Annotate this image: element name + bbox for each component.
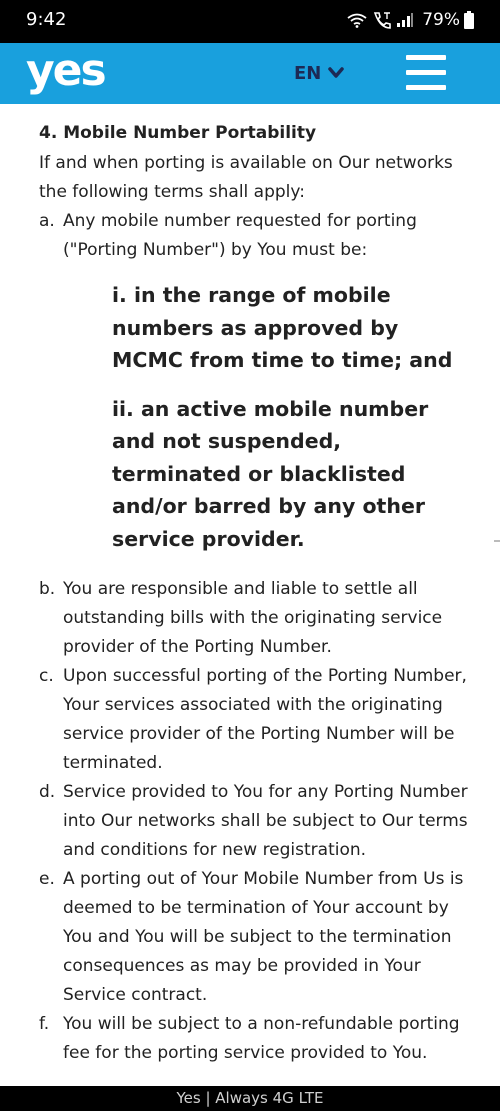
item-marker: c. — [39, 666, 54, 686]
item-marker: b. — [39, 579, 56, 599]
hamburger-menu-button[interactable] — [406, 54, 446, 92]
item-text: Service provided to You for any Porting Number into Our networks shall be subject to Our terms and conditions for new registration. — [63, 782, 468, 860]
chevron-down-icon — [328, 67, 344, 79]
item-text: A porting out of Your Mobile Number from Us is deemed to be termination of Your account by You and You will be subject to the termination consequences as may be provided in Your Service contract. — [63, 869, 464, 1005]
item-marker: a. — [39, 211, 55, 231]
item-text: You will be subject to a non-refundable porting fee for the porting service provided to You. — [63, 1014, 460, 1063]
hamburger-menu-icon — [406, 55, 446, 60]
section-intro: If and when porting is available on Our networks the following terms shall apply: — [39, 153, 453, 202]
status-icons — [346, 8, 474, 32]
list-item — [39, 1010, 469, 1068]
sub-list-item: ii. an active mobile number and not suspended, terminated or blacklisted and/or barred by any other service provider. — [112, 396, 429, 551]
list-item — [39, 575, 469, 662]
volte-call-icon — [372, 11, 392, 29]
list-item — [39, 865, 469, 1010]
list-item — [39, 207, 469, 555]
status-bar — [0, 0, 500, 43]
list-item — [39, 662, 469, 778]
sub-list-item: i. in the range of mobile numbers as approved by MCMC from time to time; and — [112, 283, 453, 372]
battery-percentage: 79% — [422, 10, 460, 30]
battery-icon — [464, 11, 474, 29]
app-header — [0, 43, 500, 104]
terms-content — [0, 104, 500, 1086]
section-title: 4. Mobile Number Portability — [39, 123, 317, 143]
wifi-calling-icon — [346, 12, 368, 28]
item-marker: e. — [39, 869, 55, 889]
item-text: Upon successful porting of the Porting Number, Your services associated with the originating service provider of the Porting Number will be terminated. — [63, 666, 467, 773]
item-marker: f. — [39, 1014, 50, 1034]
scrollbar-thumb[interactable] — [494, 540, 500, 542]
terms-list — [39, 207, 469, 1068]
status-time: 9:42 — [26, 9, 67, 30]
item-marker: d. — [39, 782, 56, 802]
bottom-banner — [0, 1086, 500, 1111]
item-text: Any mobile number requested for porting ("Porting Number") by You must be: — [63, 211, 417, 260]
item-text: You are responsible and liable to settle all outstanding bills with the originating service provider of the Porting Number. — [63, 579, 443, 657]
signal-icon — [396, 12, 414, 28]
sub-list — [63, 279, 469, 555]
language-selector[interactable] — [294, 59, 344, 87]
footer-text: Yes | Always 4G LTE — [176, 1089, 324, 1107]
list-item — [39, 778, 469, 865]
yes-logo[interactable]: yes — [26, 45, 105, 96]
language-label: EN — [294, 62, 322, 84]
